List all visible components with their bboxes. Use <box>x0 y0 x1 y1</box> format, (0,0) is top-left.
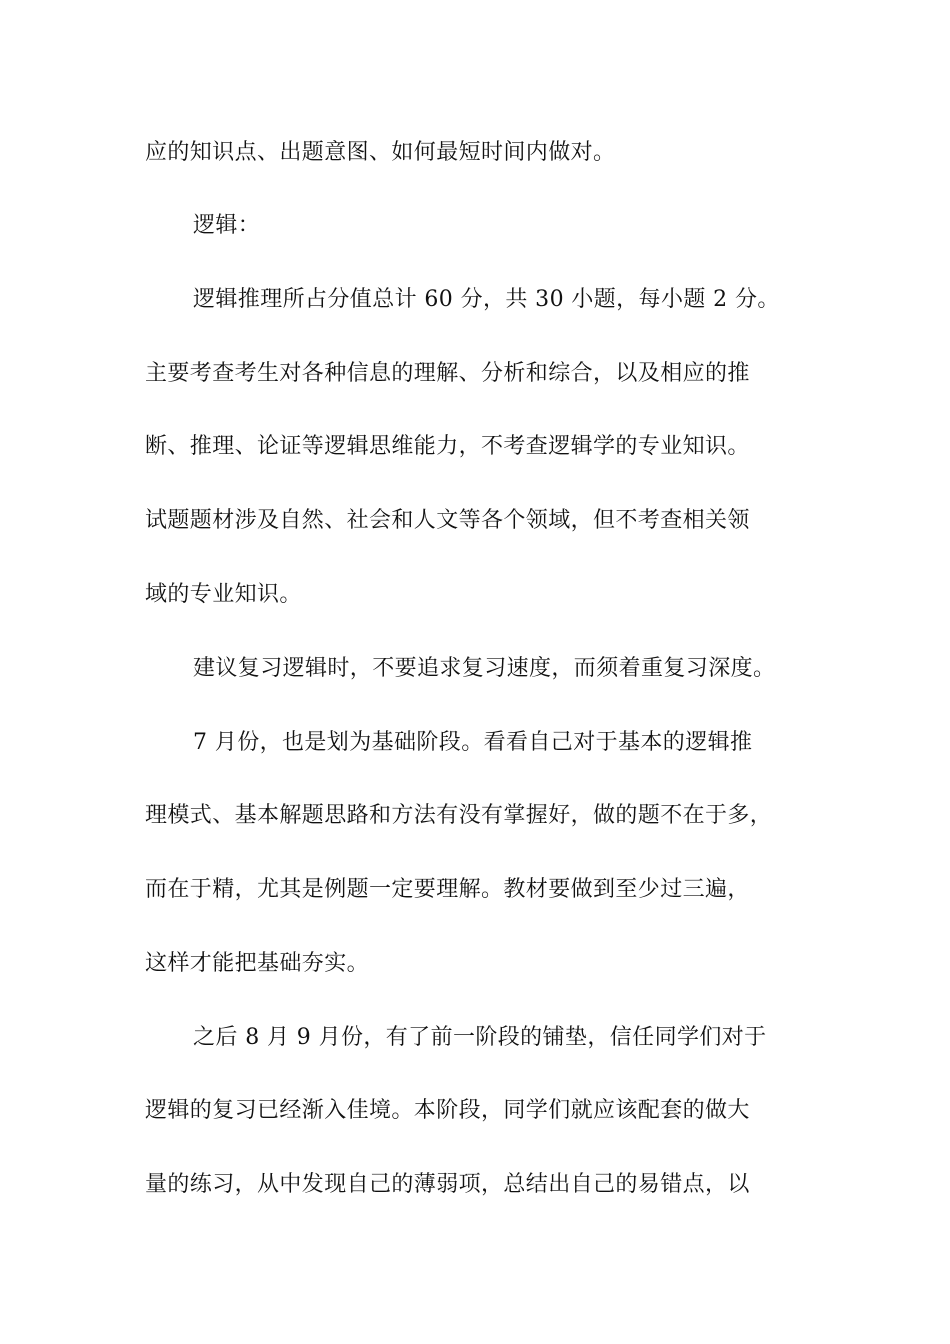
text-line: 而在于精，尤其是例题一定要理解。教材要做到至少过三遍， <box>145 877 750 902</box>
text-line: 之后 8 月 9 月份，有了前一阶段的铺垫，信任同学们对于 <box>193 1025 767 1050</box>
text-line: 断、推理、论证等逻辑思维能力，不考查逻辑学的专业知识。 <box>145 434 750 459</box>
text-line: 主要考查考生对各种信息的理解、分析和综合，以及相应的推 <box>145 361 750 386</box>
section-heading: 逻辑： <box>193 213 261 238</box>
text-line: 理模式、基本解题思路和方法有没有掌握好，做的题不在于多， <box>145 803 773 828</box>
text-line: 试题题材涉及自然、社会和人文等各个领域，但不考查相关领 <box>145 508 750 533</box>
text-line: 域的专业知识。 <box>145 582 302 607</box>
text-line: 7 月份，也是划为基础阶段。看看自己对于基本的逻辑推 <box>193 730 753 755</box>
text-line: 应的知识点、出题意图、如何最短时间内做对。 <box>145 140 616 165</box>
text-line: 建议复习逻辑时，不要追求复习速度，而须着重复习深度。 <box>193 656 776 681</box>
text-line: 量的练习，从中发现自己的薄弱项，总结出自己的易错点，以 <box>145 1172 750 1197</box>
text-line: 这样才能把基础夯实。 <box>145 951 370 976</box>
text-line: 逻辑推理所占分值总计 60 分，共 30 小题，每小题 2 分。 <box>193 287 780 312</box>
text-line: 逻辑的复习已经渐入佳境。本阶段，同学们就应该配套的做大 <box>145 1098 750 1123</box>
